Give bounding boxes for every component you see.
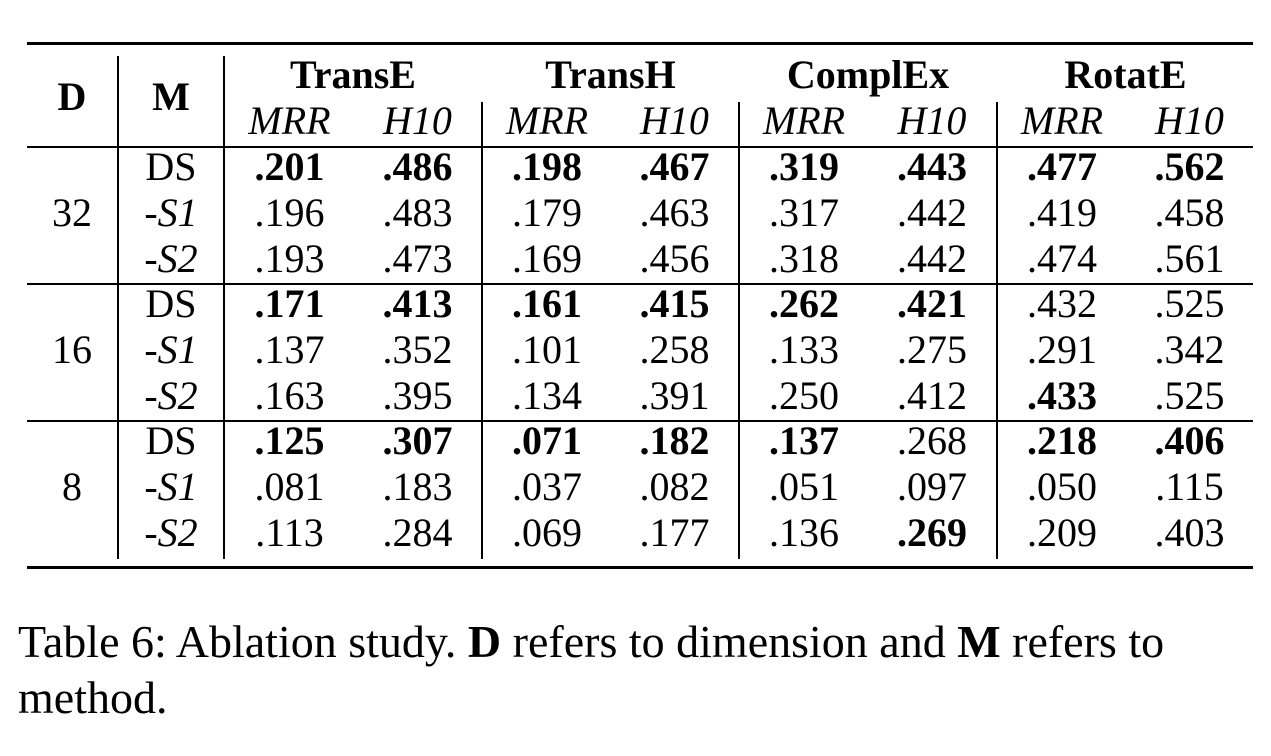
value-cell: .486 bbox=[382, 144, 453, 189]
header-transe-mrr: MRR bbox=[248, 98, 331, 143]
value-cell: .403 bbox=[1154, 510, 1225, 555]
value-cell: .442 bbox=[897, 190, 967, 235]
value-cell: .250 bbox=[769, 373, 839, 418]
header-m: M bbox=[152, 74, 190, 119]
header-rotate-mrr: MRR bbox=[1020, 98, 1104, 143]
value-cell: .525 bbox=[1154, 281, 1225, 326]
value-cell: .133 bbox=[769, 327, 839, 372]
dimension-cell: 16 bbox=[52, 327, 92, 372]
value-cell: .269 bbox=[897, 510, 967, 555]
value-cell: .171 bbox=[254, 281, 325, 326]
value-cell: .433 bbox=[1027, 373, 1097, 418]
header-rotate-h10: H10 bbox=[1155, 98, 1224, 143]
value-cell: .097 bbox=[897, 464, 967, 509]
header-d: D bbox=[57, 74, 87, 119]
value-cell: .456 bbox=[639, 236, 710, 281]
value-cell: .413 bbox=[382, 281, 453, 326]
caption-d-term: D bbox=[467, 616, 502, 667]
value-cell: .125 bbox=[254, 418, 325, 463]
header-rotate: RotatE bbox=[1064, 52, 1187, 97]
method-cell: -S1 bbox=[144, 464, 198, 509]
caption-m-term: M bbox=[957, 616, 1001, 667]
value-cell: .412 bbox=[897, 373, 967, 418]
method-cell: -S1 bbox=[144, 327, 198, 372]
value-cell: .262 bbox=[769, 281, 839, 326]
method-cell: -S2 bbox=[144, 510, 198, 555]
value-cell: .201 bbox=[254, 144, 325, 189]
value-cell: .477 bbox=[1027, 144, 1097, 189]
value-cell: .113 bbox=[255, 510, 324, 555]
caption-tail: refers to method. bbox=[18, 616, 1165, 723]
value-cell: .050 bbox=[1027, 464, 1097, 509]
value-cell: .391 bbox=[639, 373, 710, 418]
value-cell: .525 bbox=[1154, 373, 1225, 418]
value-cell: .442 bbox=[897, 236, 967, 281]
value-cell: .473 bbox=[382, 236, 453, 281]
value-cell: .081 bbox=[254, 464, 325, 509]
header-transe-h10: H10 bbox=[383, 98, 452, 143]
caption-label: Table 6: Ablation study. bbox=[18, 616, 457, 667]
method-cell: -S2 bbox=[144, 373, 198, 418]
value-cell: .463 bbox=[639, 190, 710, 235]
value-cell: .419 bbox=[1027, 190, 1097, 235]
value-cell: .268 bbox=[897, 418, 967, 463]
header-complex-mrr: MRR bbox=[762, 98, 846, 143]
value-cell: .037 bbox=[512, 464, 582, 509]
value-cell: .275 bbox=[897, 327, 967, 372]
method-cell: DS bbox=[145, 281, 197, 326]
top-rule bbox=[27, 42, 1253, 45]
value-cell: .163 bbox=[254, 373, 325, 418]
value-cell: .432 bbox=[1027, 281, 1097, 326]
value-cell: .137 bbox=[254, 327, 325, 372]
value-cell: .443 bbox=[897, 144, 967, 189]
value-cell: .183 bbox=[382, 464, 453, 509]
value-cell: .474 bbox=[1027, 236, 1097, 281]
dimension-cell: 32 bbox=[52, 190, 92, 235]
value-cell: .258 bbox=[639, 327, 710, 372]
method-cell: -S2 bbox=[144, 236, 198, 281]
bottom-rule bbox=[27, 566, 1253, 569]
value-cell: .318 bbox=[769, 236, 839, 281]
value-cell: .169 bbox=[512, 236, 582, 281]
value-cell: .115 bbox=[1155, 464, 1224, 509]
value-cell: .137 bbox=[769, 418, 839, 463]
header-transe: TransE bbox=[290, 52, 416, 97]
value-cell: .218 bbox=[1027, 418, 1097, 463]
value-cell: .561 bbox=[1154, 236, 1225, 281]
header-transh-mrr: MRR bbox=[505, 98, 589, 143]
table-caption bbox=[18, 614, 1258, 726]
value-cell: .101 bbox=[512, 327, 582, 372]
value-cell: .352 bbox=[382, 327, 453, 372]
dimension-cell: 8 bbox=[62, 464, 82, 509]
value-cell: .182 bbox=[639, 418, 710, 463]
value-cell: .406 bbox=[1154, 418, 1225, 463]
value-cell: .051 bbox=[769, 464, 839, 509]
value-cell: .317 bbox=[769, 190, 839, 235]
value-cell: .307 bbox=[382, 418, 453, 463]
header-transh: TransH bbox=[545, 52, 676, 97]
header-complex-h10: H10 bbox=[897, 98, 967, 143]
value-cell: .284 bbox=[382, 510, 453, 555]
value-cell: .134 bbox=[512, 373, 582, 418]
value-cell: .069 bbox=[512, 510, 582, 555]
value-cell: .395 bbox=[382, 373, 453, 418]
value-cell: .193 bbox=[254, 236, 325, 281]
method-cell: -S1 bbox=[144, 190, 198, 235]
value-cell: .421 bbox=[897, 281, 967, 326]
method-cell: DS bbox=[145, 418, 197, 463]
value-cell: .179 bbox=[512, 190, 582, 235]
value-cell: .198 bbox=[512, 144, 582, 189]
value-cell: .467 bbox=[639, 144, 710, 189]
value-cell: .209 bbox=[1027, 510, 1097, 555]
value-cell: .177 bbox=[639, 510, 710, 555]
method-cell: DS bbox=[145, 144, 197, 189]
value-cell: .458 bbox=[1154, 190, 1225, 235]
value-cell: .319 bbox=[769, 144, 839, 189]
value-cell: .562 bbox=[1154, 144, 1225, 189]
caption-middle: refers to dimension and bbox=[512, 616, 946, 667]
value-cell: .071 bbox=[512, 418, 582, 463]
value-cell: .483 bbox=[382, 190, 453, 235]
value-cell: .082 bbox=[639, 464, 710, 509]
value-cell: .415 bbox=[639, 281, 710, 326]
header-complex: ComplEx bbox=[786, 52, 950, 97]
header-transh-h10: H10 bbox=[640, 98, 709, 143]
value-cell: .291 bbox=[1027, 327, 1097, 372]
value-cell: .161 bbox=[512, 281, 582, 326]
value-cell: .196 bbox=[254, 190, 325, 235]
value-cell: .136 bbox=[769, 510, 839, 555]
value-cell: .342 bbox=[1154, 327, 1225, 372]
